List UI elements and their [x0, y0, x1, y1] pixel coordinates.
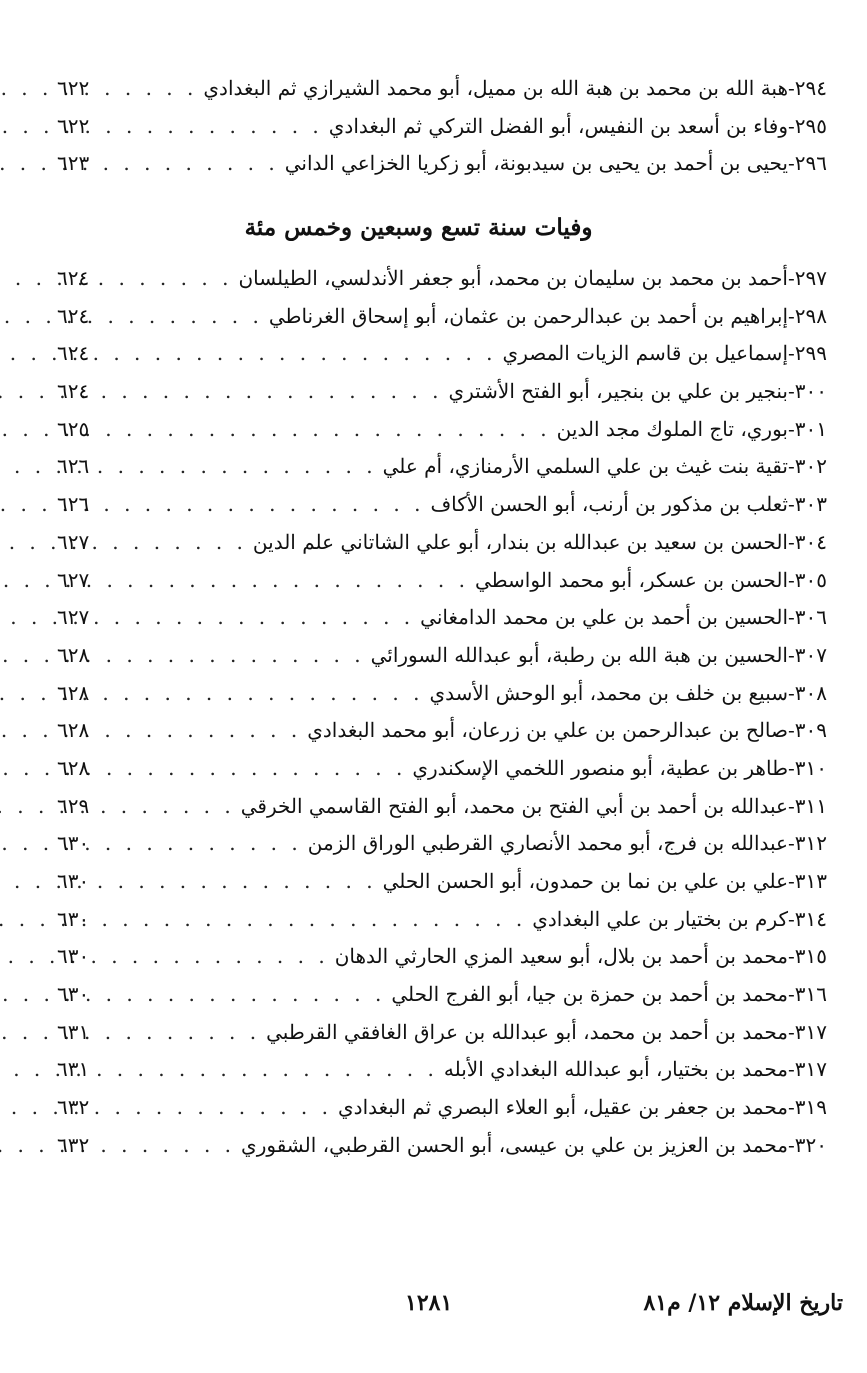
entry-number: ٣١٧ — [794, 1057, 827, 1082]
index-entry: ٣١٩ - محمد بن جعفر بن عقيل، أبو العلاء البصري ثم البغدادي . . . ٦٣٢ — [57, 1089, 827, 1127]
entry-name: الحسين بن هبة الله بن رطبة، أبو عبدالله السورائي — [370, 642, 788, 667]
dot-leader — [121, 1127, 241, 1165]
entry-number: ٣١٦ — [794, 982, 827, 1007]
dot-leader — [121, 750, 412, 788]
entry-name: يحيى بن أحمد بن يحيى بن سيدبونة، أبو زكريا الخزاعي الداني — [284, 151, 788, 176]
entry-name: طاهر بن عطية، أبو منصور اللخمي الإسكندري — [412, 755, 788, 780]
entry-page: ٦٢٧ — [57, 567, 90, 592]
entry-number: ٣١٤ — [794, 906, 827, 931]
dot-leader — [121, 298, 269, 336]
dot-leader — [121, 1051, 444, 1089]
entry-name: الحسن بن سعيد بن عبدالله بن بندار، أبو علي الشاتاني علم الدين — [252, 529, 788, 554]
entry-number: ٢٩٩ — [794, 341, 827, 366]
entry-name: عبدالله بن أحمد بن أبي الفتح بن محمد، أبو الفتح القاسمي الخرقي — [240, 793, 788, 818]
index-entry: ٣٠٥ - الحسن بن عسكر، أبو محمد الواسطي . . . ٦٢٧ — [57, 562, 827, 600]
entry-page: ٦٢٩ — [57, 793, 90, 818]
entry-name: الحسن بن عسكر، أبو محمد الواسطي — [474, 567, 788, 592]
entry-name: وفاء بن أسعد بن النفيس، أبو الفضل التركي ثم البغدادي — [328, 113, 788, 138]
dot-leader — [121, 524, 253, 562]
entry-page: ٦٢٤ — [57, 341, 90, 366]
dot-leader — [121, 448, 383, 486]
entry-name: بوري، تاج الملوك مجد الدين — [556, 416, 788, 441]
index-entry: ٣١٣ - علي بن علي بن نما بن حمدون، أبو الحسن الحلي . . . ٦٣٠ — [57, 863, 827, 901]
index-entry: ٣١٢ - عبدالله بن فرج، أبو محمد الأنصاري القرطبي الوراق الزمن . . . ٦٣٠ — [57, 825, 827, 863]
index-entry: ٣١٦ - محمد بن أحمد بن حمزة بن جيا، أبو الفرج الحلي . . . ٦٣٠ — [57, 976, 827, 1014]
dot-leader — [121, 938, 335, 976]
entry-page: ٦٢٢ — [57, 113, 90, 138]
index-entry: ٣٠٦ - الحسين بن أحمد بن علي بن محمد الدامغاني . . . ٦٢٧ — [57, 599, 827, 637]
entry-page: ٦٣٠ — [57, 982, 90, 1007]
entry-name: هبة الله بن محمد بن هبة الله بن مميل، أبو محمد الشيرازي ثم البغدادي — [203, 76, 788, 100]
entry-number: ٢٩٧ — [794, 266, 827, 290]
entry-page: ٦٣٠ — [57, 906, 90, 931]
entry-number: ٢٩٨ — [794, 303, 827, 328]
entry-name: الحسين بن أحمد بن علي بن محمد الدامغاني — [420, 605, 788, 630]
index-entry: ٢٩٦ - يحيى بن أحمد بن يحيى بن سيدبونة، أبو زكريا الخزاعي الداني . . . ٦٢٣ — [57, 145, 827, 183]
dot-leader — [121, 70, 203, 108]
book-title: تاريخ الإسلام ١٢/ م٨١ — [643, 1290, 843, 1316]
entries-list-top — [57, 70, 827, 183]
entry-page: ٦٢٨ — [57, 755, 90, 780]
index-entry: ٣١٧ - محمد بن أحمد بن محمد، أبو عبدالله بن عراق الغافقي القرطبي . . . ٦٣١ — [57, 1014, 827, 1052]
entry-page: ٦٢٨ — [57, 680, 90, 705]
entry-number: ٣١١ — [794, 793, 827, 818]
entry-number: ٢٩٤ — [794, 76, 827, 100]
dot-leader — [121, 108, 329, 146]
entry-page: ٦٣٢ — [57, 1095, 90, 1120]
dot-leader — [121, 1014, 266, 1052]
entry-page: ٦٢٧ — [57, 605, 90, 630]
dot-leader — [121, 863, 383, 901]
dot-leader — [121, 901, 532, 939]
entry-page: ٦٢٧ — [57, 529, 90, 554]
dot-leader — [121, 712, 307, 750]
dot-leader — [121, 599, 420, 637]
entry-name: محمد بن أحمد بن بلال، أبو سعيد المزي الحارثي الدهان — [334, 944, 788, 969]
entry-number: ٣٠٤ — [794, 529, 827, 554]
page-number: ١٢٨١ — [405, 1290, 453, 1316]
index-entry: ٣١٤ - كرم بن بختيار بن علي البغدادي . . . ٦٣٠ — [57, 901, 827, 939]
index-entry: ٣٠٢ - تقية بنت غيث بن علي السلمي الأرمنازي، أم علي . . . ٦٢٦ — [57, 448, 827, 486]
entry-number: ٣٠٣ — [794, 492, 827, 517]
index-entry: ٣١١ - عبدالله بن أحمد بن أبي الفتح بن محمد، أبو الفتح القاسمي الخرقي . . . ٦٢٩ — [57, 788, 827, 826]
section-heading: وفيات سنة تسع وسبعين وخمس مئة — [244, 214, 593, 241]
entry-page: ٦٣٢ — [57, 1132, 90, 1157]
entry-page: ٦٢٦ — [57, 454, 90, 479]
dot-leader — [121, 562, 475, 600]
entry-number: ٣٠٥ — [794, 567, 827, 592]
entry-page: ٦٢٤ — [57, 266, 90, 290]
entry-name: كرم بن بختيار بن علي البغدادي — [532, 906, 788, 931]
entry-number: ٣١٧ — [794, 1019, 827, 1044]
entry-number: ٣٠٧ — [794, 642, 827, 667]
entry-number: ٣١٠ — [794, 755, 827, 780]
dot-leader — [121, 411, 557, 449]
dot-leader — [121, 145, 285, 183]
dot-leader — [121, 486, 430, 524]
entry-name: عبدالله بن فرج، أبو محمد الأنصاري القرطبي الوراق الزمن — [307, 831, 788, 856]
entry-number: ٣٠٦ — [794, 605, 827, 630]
dot-leader — [121, 260, 238, 298]
entry-page: ٦٢٦ — [57, 492, 90, 517]
entry-name: محمد بن أحمد بن حمزة بن جيا، أبو الفرج الحلي — [391, 982, 788, 1007]
entry-number: ٣٠١ — [794, 416, 827, 441]
entry-name: سبيع بن خلف بن محمد، أبو الوحش الأسدي — [429, 680, 788, 705]
index-entry: ٢٩٥ - وفاء بن أسعد بن النفيس، أبو الفضل التركي ثم البغدادي . . . ٦٢٢ — [57, 108, 827, 146]
entry-page: ٦٣٠ — [57, 944, 90, 969]
entry-page: ٦٢٥ — [57, 416, 90, 441]
entry-page: ٦٢٣ — [57, 151, 90, 176]
entry-page: ٦٣٠ — [57, 831, 90, 856]
entry-number: ٣١٢ — [794, 831, 827, 856]
index-entry: ٣٠٠ - بنجير بن علي بن بنجير، أبو الفتح الأشتري . . . ٦٢٤ — [57, 373, 827, 411]
page-footer — [0, 1290, 867, 1330]
entry-name: محمد بن العزيز بن علي بن عيسى، أبو الحسن القرطبي، الشقوري — [241, 1132, 788, 1157]
entry-number: ٢٩٥ — [794, 113, 827, 138]
entry-number: ٢٩٦ — [794, 151, 827, 176]
entry-number: ٣٢٠ — [794, 1132, 827, 1157]
entry-number: ٣٠٢ — [794, 454, 827, 479]
entry-page: ٦٢٤ — [57, 379, 90, 404]
entry-page: ٦٢٢ — [57, 76, 90, 100]
entry-name: بنجير بن علي بن بنجير، أبو الفتح الأشتري — [448, 379, 788, 404]
index-entry: ٢٩٩ - إسماعيل بن قاسم الزيات المصري . . . ٦٢٤ — [57, 335, 827, 373]
entry-name: إسماعيل بن قاسم الزيات المصري — [502, 341, 788, 366]
index-entry: ٣١٠ - طاهر بن عطية، أبو منصور اللخمي الإسكندري . . . ٦٢٨ — [57, 750, 827, 788]
entry-name: محمد بن بختيار، أبو عبدالله البغدادي الأبله — [443, 1057, 788, 1082]
entry-page: ٦٢٨ — [57, 642, 90, 667]
entry-number: ٣١٥ — [794, 944, 827, 969]
index-entry: ٣٢٠ - محمد بن العزيز بن علي بن عيسى، أبو الحسن القرطبي، الشقوري . . . ٦٣٢ — [57, 1127, 827, 1165]
dot-leader — [121, 335, 503, 373]
index-entry: ٣٠٤ - الحسن بن سعيد بن عبدالله بن بندار، أبو علي الشاتاني علم الدين . . . ٦٢٧ — [57, 524, 827, 562]
entry-page: ٦٣١ — [57, 1057, 90, 1082]
index-entry: ٣٠٩ - صالح بن عبدالرحمن بن علي بن زرعان، أبو محمد البغدادي . . . ٦٢٨ — [57, 712, 827, 750]
entry-page: ٦٢٤ — [57, 303, 90, 328]
entry-name: صالح بن عبدالرحمن بن علي بن زرعان، أبو محمد البغدادي — [307, 718, 788, 743]
dot-leader — [121, 373, 448, 411]
entry-number: ٣٠٩ — [794, 718, 827, 743]
entry-name: تقية بنت غيث بن علي السلمي الأرمنازي، أم علي — [382, 454, 788, 479]
dot-leader — [121, 976, 391, 1014]
entry-name: محمد بن أحمد بن محمد، أبو عبدالله بن عراق الغافقي القرطبي — [266, 1019, 788, 1044]
entry-number: ٣١٩ — [794, 1095, 827, 1120]
entry-name: ثعلب بن مذكور بن أرنب، أبو الحسن الأكاف — [430, 492, 788, 517]
index-entry: ٢٩٨ - إبراهيم بن أحمد بن عبدالرحمن بن عثمان، أبو إسحاق الغرناطي . . . ٦٢٤ — [57, 298, 827, 336]
index-entry: ٣٠٣ - ثعلب بن مذكور بن أرنب، أبو الحسن الأكاف . . . ٦٢٦ — [57, 486, 827, 524]
index-entry: ٣١٧ - محمد بن بختيار، أبو عبدالله البغدادي الأبله . . . ٦٣١ — [57, 1051, 827, 1089]
entry-name: إبراهيم بن أحمد بن عبدالرحمن بن عثمان، أبو إسحاق الغرناطي — [268, 303, 788, 328]
dot-leader — [121, 825, 308, 863]
entry-number: ٣٠٠ — [794, 379, 827, 404]
entry-page: ٦٣٠ — [57, 869, 90, 893]
index-entry: ٣١٥ - محمد بن أحمد بن بلال، أبو سعيد المزي الحارثي الدهان . . . ٦٣٠ — [57, 938, 827, 976]
index-entry: ٢٩٧ - أحمد بن محمد بن سليمان بن محمد، أبو جعفر الأندلسي، الطيلسان . . . ٦٢٤ — [57, 260, 827, 298]
dot-leader — [121, 788, 241, 826]
entry-number: ٣١٣ — [794, 869, 827, 893]
dot-leader — [121, 1089, 338, 1127]
entries-list-main — [57, 260, 827, 1165]
entry-number: ٣٠٨ — [794, 680, 827, 705]
index-entry: ٢٩٤ - هبة الله بن محمد بن هبة الله بن مميل، أبو محمد الشيرازي ثم البغدادي . . . ٦٢٢ — [57, 70, 827, 108]
entry-page: ٦٢٨ — [57, 718, 90, 743]
index-entry: ٣٠١ - بوري، تاج الملوك مجد الدين . . . ٦٢٥ — [57, 411, 827, 449]
dot-leader — [121, 637, 371, 675]
index-entry: ٣٠٧ - الحسين بن هبة الله بن رطبة، أبو عبدالله السورائي . . . ٦٢٨ — [57, 637, 827, 675]
dot-leader — [121, 675, 429, 713]
entry-name: علي بن علي بن نما بن حمدون، أبو الحسن الحلي — [382, 869, 788, 893]
entry-name: محمد بن جعفر بن عقيل، أبو العلاء البصري ثم البغدادي — [338, 1095, 788, 1120]
entry-name: أحمد بن محمد بن سليمان بن محمد، أبو جعفر الأندلسي، الطيلسان — [238, 266, 788, 290]
entry-page: ٦٣١ — [57, 1019, 90, 1044]
index-entry: ٣٠٨ - سبيع بن خلف بن محمد، أبو الوحش الأسدي . . . ٦٢٨ — [57, 675, 827, 713]
